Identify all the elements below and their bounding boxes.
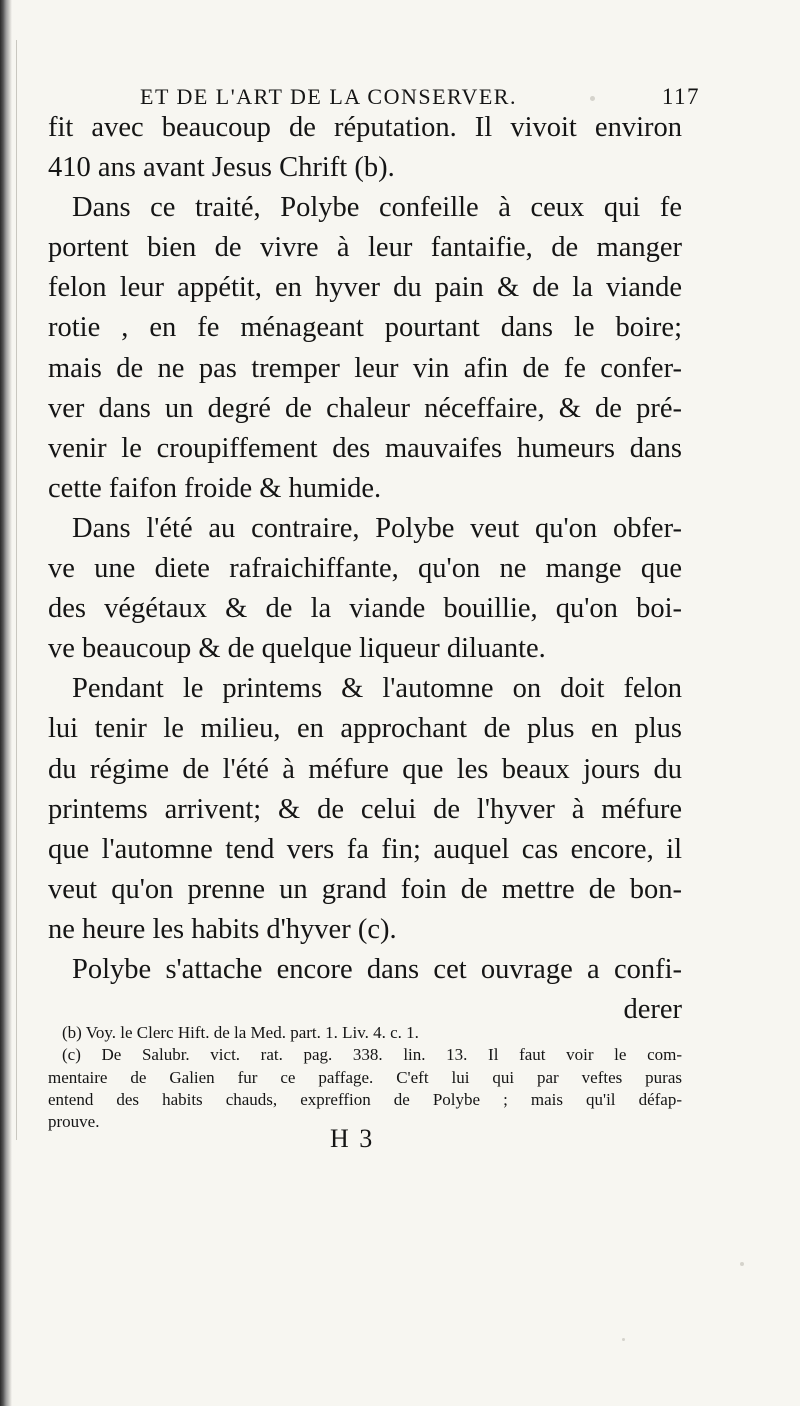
- paper-spot: [740, 1262, 744, 1266]
- text-line: ve beaucoup & de quelque liqueur diluante.: [48, 633, 546, 665]
- text-line: mais de ne pas tremper leur vin afin de fe confer-: [48, 352, 682, 384]
- text-line: Polybe s'attache encore dans cet ouvrage a confi-: [72, 953, 682, 985]
- footnote-line: prouve.: [48, 1112, 100, 1132]
- footnote-line: (b) Voy. le Clerc Hift. de la Med. part. 1. Liv. 4. c. 1.: [62, 1023, 419, 1042]
- text-line: Pendant le printems & l'automne on doit felon: [72, 673, 682, 705]
- footnotes: [48, 1022, 682, 1133]
- page-edge-line: [16, 40, 17, 1140]
- text-line: veut qu'on prenne un grand foin de mettre de bon-: [48, 873, 682, 905]
- catchword: derer: [623, 994, 682, 1026]
- main-text: [48, 108, 682, 1030]
- paper-spot: [622, 1338, 625, 1341]
- text-line: ne heure les habits d'hyver (c).: [48, 913, 397, 945]
- signature-mark: H 3: [330, 1124, 375, 1153]
- text-line: felon leur appétit, en hyver du pain & de la viande: [48, 272, 682, 304]
- text-line: ve une diete rafraichiffante, qu'on ne mange que: [48, 553, 682, 585]
- text-line: cette faifon froide & humide.: [48, 472, 382, 504]
- text-line: portent bien de vivre à leur fantaifie, de manger: [48, 232, 682, 264]
- footnote-line: (c) De Salubr. vict. rat. pag. 338. lin. 13. Il faut voir le com-: [62, 1045, 682, 1065]
- text-line: Dans l'été au contraire, Polybe veut qu'on obfer-: [72, 512, 682, 544]
- footnote-line: mentaire de Galien fur ce paffage. C'eft lui qui par veftes puras: [48, 1067, 682, 1087]
- text-line: 410 ans avant Jesus Chrift (b).: [48, 152, 395, 184]
- footnote-line: entend des habits chauds, expreffion de Polybe ; mais qu'il défap-: [48, 1089, 682, 1109]
- text-line: du régime de l'été à méfure que les beaux jours du: [48, 753, 682, 785]
- running-title: ET DE L'ART DE LA CONSERVER.: [140, 84, 517, 109]
- text-line: venir le croupiffement des mauvaifes humeurs dans: [48, 432, 682, 464]
- text-line: fit avec beaucoup de réputation. Il vivoit environ: [48, 112, 682, 143]
- text-line: printems arrivent; & de celui de l'hyver à méfure: [48, 793, 682, 825]
- binding-shadow: [0, 0, 12, 1406]
- text-line: ver dans un degré de chaleur néceffaire, & de pré-: [48, 392, 682, 424]
- text-line: rotie , en fe ménageant pourtant dans le boire;: [48, 312, 682, 344]
- page-number: 117: [661, 84, 700, 109]
- text-line: que l'automne tend vers fa fin; auquel cas encore, il: [48, 833, 682, 865]
- text-line: des végétaux & de la viande bouillie, qu'on boi-: [48, 593, 682, 625]
- text-line: Dans ce traité, Polybe confeille à ceux qui fe: [72, 192, 682, 224]
- paper-spot: [590, 96, 595, 101]
- text-line: lui tenir le milieu, en approchant de plus en plus: [48, 713, 682, 745]
